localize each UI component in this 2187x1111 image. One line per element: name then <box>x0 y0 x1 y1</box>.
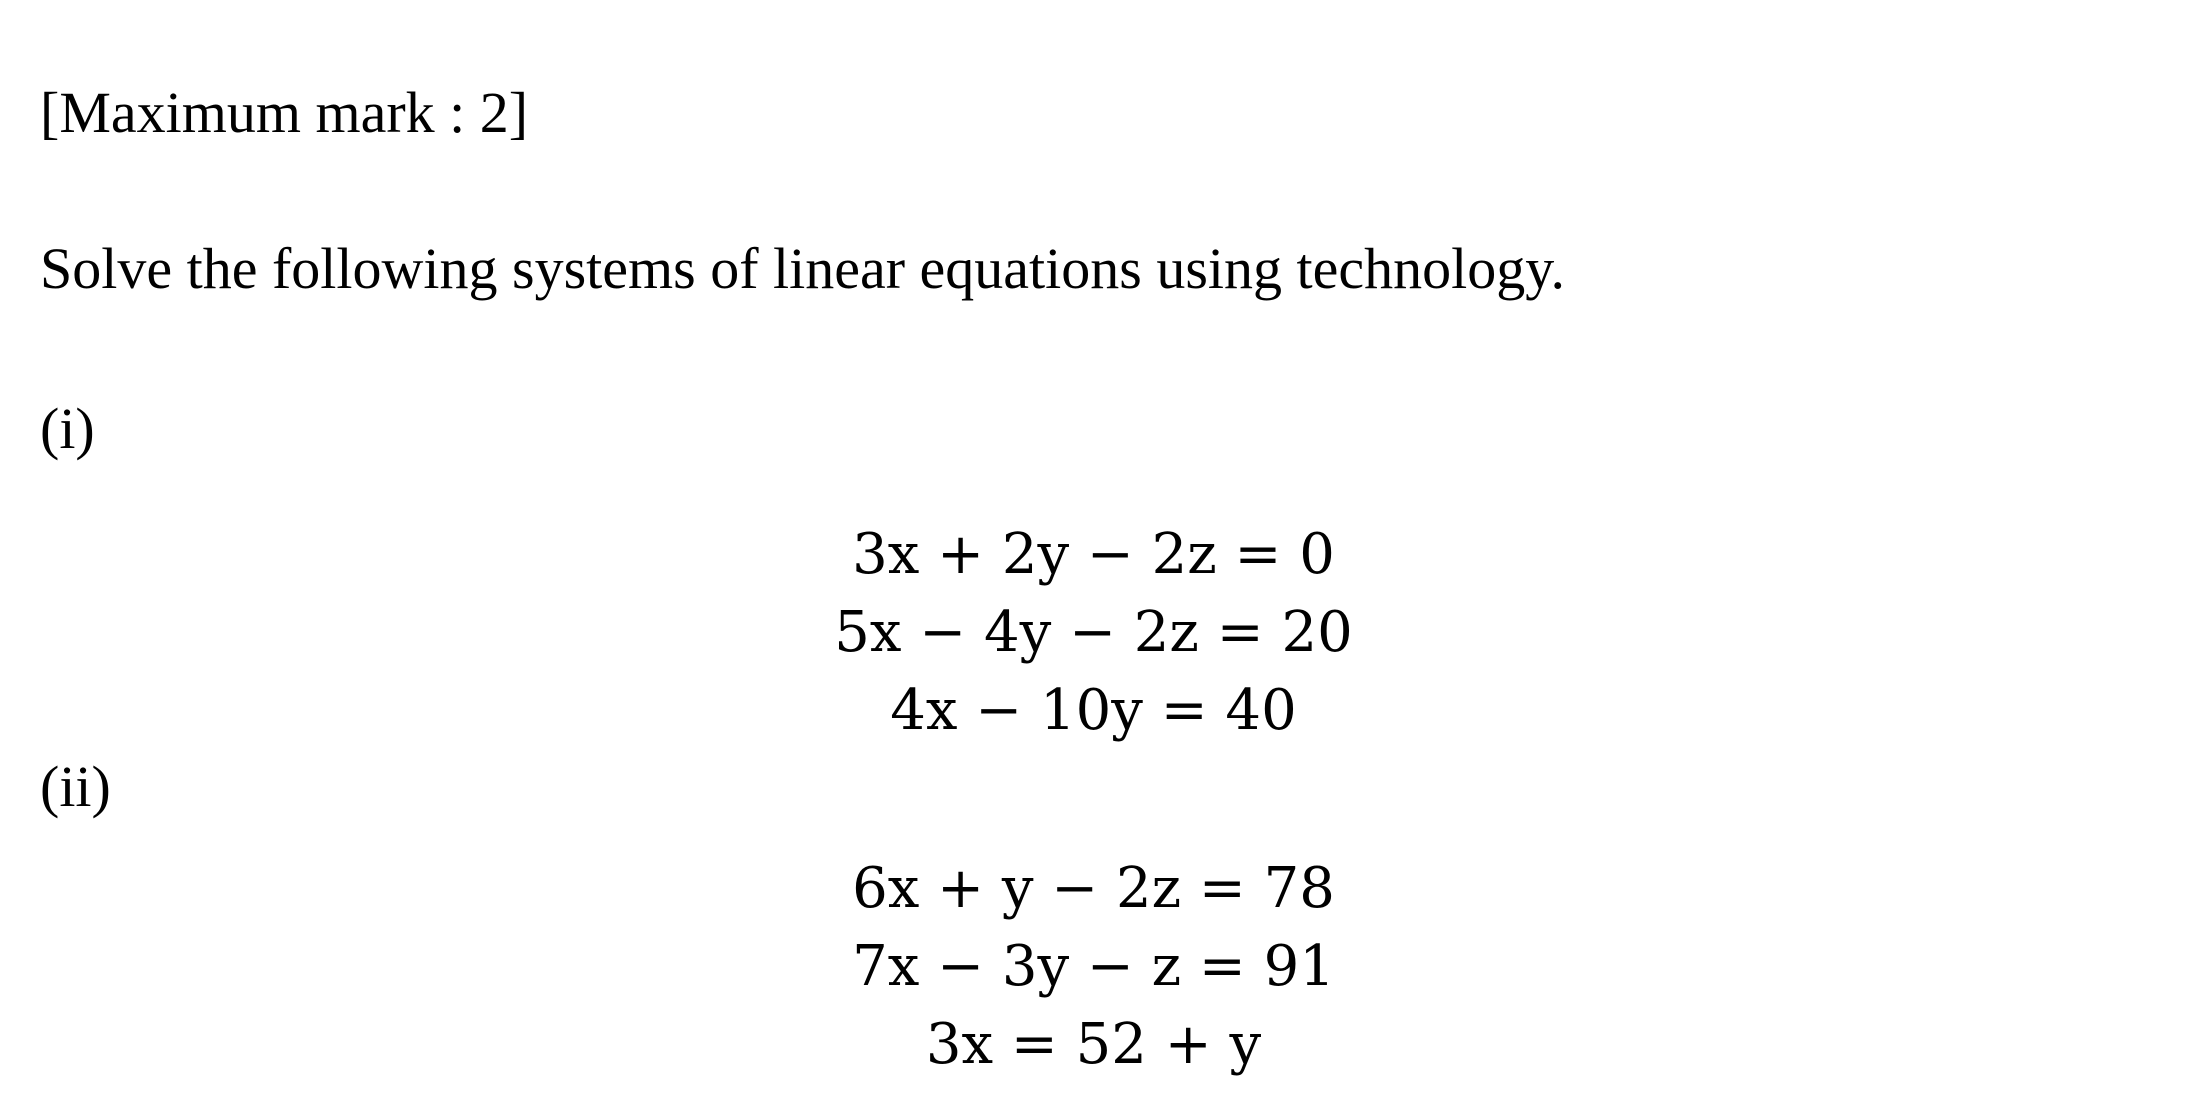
maximum-mark-label: [Maximum mark : 2] <box>40 80 529 145</box>
equation-i-3: 4x − 10y = 40 <box>890 678 1297 743</box>
equation-system-i <box>0 516 2187 750</box>
question-instruction: Solve the following systems of linear equations using technology. <box>40 236 1565 301</box>
part-ii-label: (ii) <box>40 754 111 819</box>
part-i-label: (i) <box>40 396 95 461</box>
equation-i-2: 5x − 4y − 2z = 20 <box>834 600 1353 665</box>
equation-i-1: 3x + 2y − 2z = 0 <box>852 522 1335 587</box>
equation-system-ii <box>0 850 2187 1084</box>
equation-ii-1: 6x + y − 2z = 78 <box>852 856 1335 921</box>
equation-ii-3: 3x = 52 + y <box>925 1012 1262 1077</box>
equation-ii-2: 7x − 3y − z = 91 <box>852 934 1335 999</box>
